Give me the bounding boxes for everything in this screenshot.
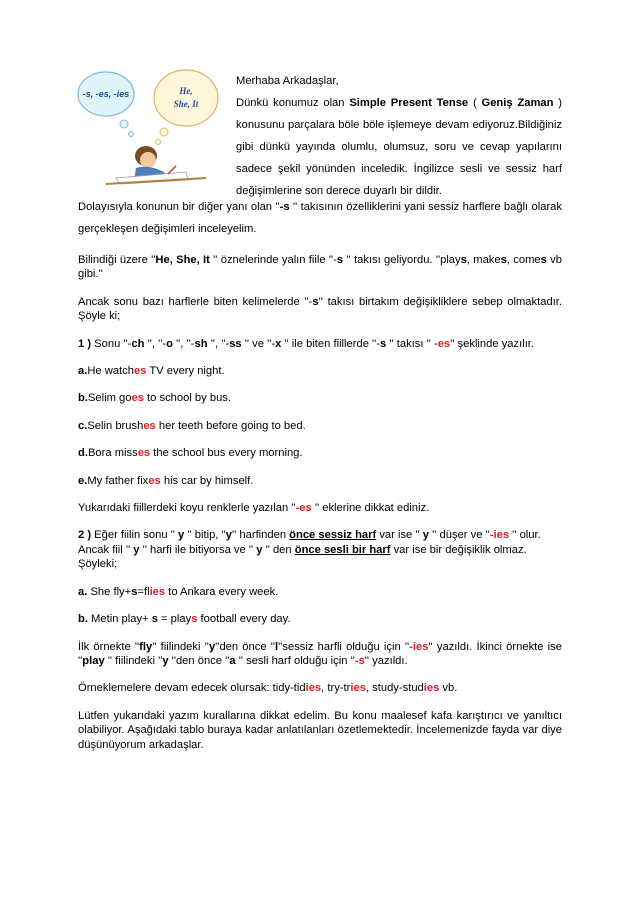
thought-bubble-right (154, 70, 218, 145)
example-1c: c.Selin brushes her teeth before going to bed. (78, 419, 306, 432)
explanation-paragraph: İlk örnekte ''fly'' fiilindeki ''y''den önce ''l''sessiz harfli olduğu için ''-ies'' yazıldı. İkinci örnekte ise ''play '' fiilindeki ''y ''den önce ''a '' sesli harf olduğu için ''-s'' yazıldı. (78, 640, 562, 667)
example-1a: a.He watches TV every night. (78, 365, 225, 378)
intro-paragraph: Dünkü konumuz olan Simple Present Tense ( Geniş Zaman ) konusunu parçalara böle böle işlemeye devam ediyoruz.Bildiğiniz gibi dünkü yayında olumlu, olumsuz, soru ve cevap yapılarını sadece şekil yönünden inceledik. İngilizce sesli ve sessiz harf değişimlerine son derece duyarlı bir dildir. (236, 97, 562, 197)
student-thinking-illustration (76, 64, 224, 188)
paragraph-changes: Ancak sonu bazı harflerle biten kelimelerde ''-s'' takısı birtakım değişikliklere sebep olmaktadır. Şöyle ki; (78, 295, 562, 323)
bubble-left-text: -s, -es, -ies (82, 89, 130, 99)
greeting: Merhaba Arkadaşlar, (236, 75, 339, 87)
intro-column (236, 70, 562, 202)
intro-continuation: Dolayısıyla konunun bir diğer yanı olan ''-s '' takısının özelliklerini yani sessiz harflere bağlı olarak gerçekleşen değişimleri inceleyelim. (78, 201, 562, 235)
main-content (78, 196, 562, 765)
note-es-suffix: Yukarıdaki fiillerdeki koyu renklerle yazılan ''-es '' eklerine dikkat ediniz. (78, 502, 430, 515)
rule-2: 2 ) Eğer fiilin sonu '' y '' bitip, ''y'' harfinden önce sessiz harf var ise '' y '' düşer ve ''-ies '' olur. (78, 529, 541, 542)
thought-bubble-left (78, 72, 134, 137)
rule-2-exception: Ancak fiil '' y '' harfi ile bitiyorsa ve '' y '' den önce sesli bir harf var ise bir değişiklik olmaz. (78, 543, 527, 556)
bubble-right-line-2: She, It (173, 99, 199, 109)
bubble-right-line-1: He, (179, 86, 193, 96)
paragraph-he-she-it: Bilindiği üzere ''He, She, It '' öznelerinde yalın fiile ''-s '' takısı geliyordu. ''plays, makes, comes vb gibi.'' (78, 254, 562, 281)
student-figure (106, 146, 206, 184)
example-1d: d.Bora misses the school bus every morning. (78, 447, 303, 460)
example-1e: e.My father fixes his car by himself. (78, 474, 254, 487)
closing-paragraph: Lütfen yukarıdaki yazım kurallarına dikkat edelim. Bu konu maalesef kafa karıştırıcı ve yanıltıcı olabiliyor. Aşağıdaki tablo buraya kadar anlatılanları özetlemektedir. İncelemenizde fayda var diye düşünüyorum arkadaşlar. (78, 709, 562, 751)
more-examples: Örneklemelere devam edecek olursak: tidy-tidies, try-tries, study-studies vb. (78, 682, 458, 695)
rule-1: 1 ) Sonu ''-ch '', ''-o '', ''-sh '', ''-ss '' ve ''-x '' ile biten fiillerde ''-s '' takısı '' -es'' şeklinde yazılır. (78, 337, 535, 350)
example-2b: b. Metin play+ s = plays football every day. (78, 613, 291, 626)
example-1b: b.Selim goes to school by bus. (78, 392, 232, 405)
example-2a: a. She fly+s=flies to Ankara every week. (78, 585, 279, 598)
rule-2-soyleki: Şöyleki; (78, 558, 118, 571)
